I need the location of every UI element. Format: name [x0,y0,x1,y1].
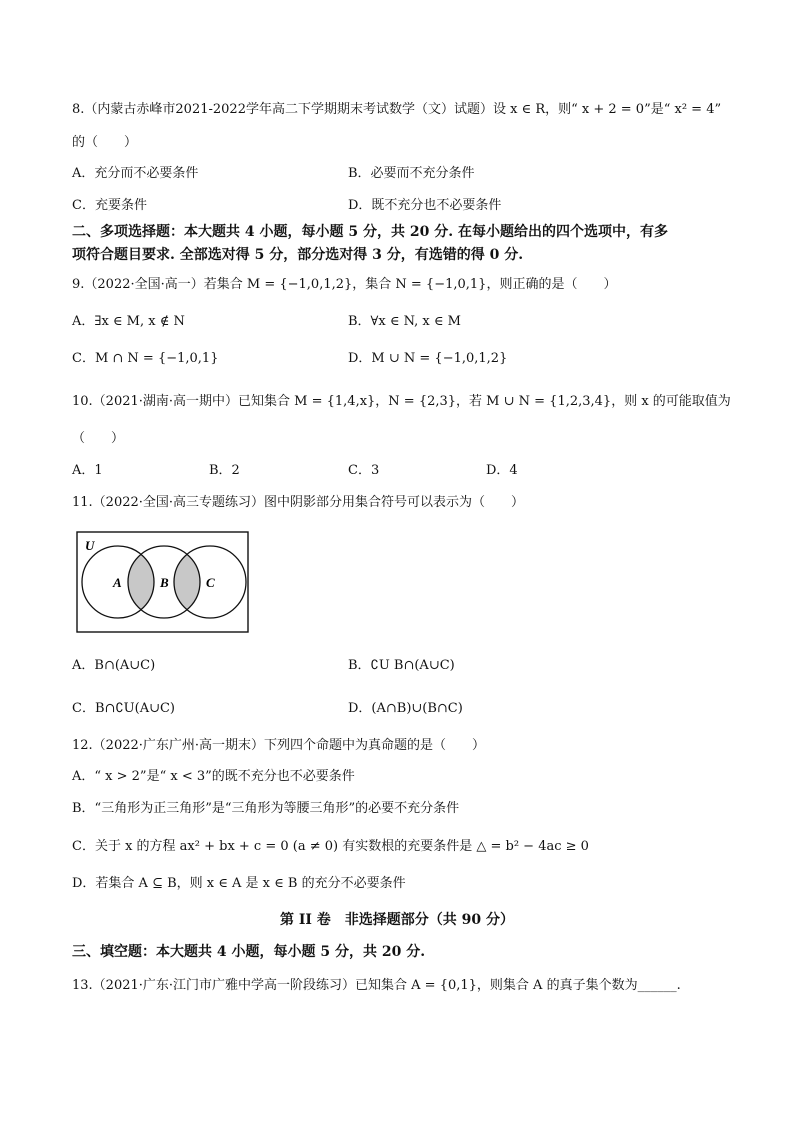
label-b: B [160,575,169,590]
q12-option-b: B．“三角形为正三角形”是“三角形为等腰三角形”的必要不充分条件 [72,801,460,816]
q9-stem: 9.（2022·全国·高一）若集合 M = {−1,0,1,2}，集合 N = {−1,0,1}，则正确的是（ ） [72,277,617,292]
section-2-line-2: 项符合题目要求. 全部选对得 5 分，部分选对得 3 分，有选错的得 0 分. [72,247,524,263]
venn-diagram [76,531,250,634]
q8-option-a: A．充分而不必要条件 [72,166,199,181]
section-3-header: 三、填空题：本大题共 4 小题，每小题 5 分，共 20 分. [72,944,426,960]
q10-stem: 10.（2021·湖南·高一期中）已知集合 M = {1,4,x}，N = {2,3}，若 M ∪ N = {1,2,3,4}，则 x 的可能取值为 [72,394,731,409]
q10-option-d: D．4 [486,463,518,478]
q12-option-c: C．关于 x 的方程 ax² + bx + c = 0 (a ≠ 0) 有实数根的充要条件是 △ = b² − 4ac ≥ 0 [72,839,589,854]
label-c: C [206,575,215,590]
section-2-line-1: 二、多项选择题：本大题共 4 小题，每小题 5 分，共 20 分. 在每小题给出的四个选项中，有多 [72,224,668,240]
q10-option-a: A．1 [72,463,103,478]
q9-option-b: B．∀x ∈ N, x ∈ M [348,314,461,329]
q12-option-d: D．若集合 A ⊆ B，则 x ∈ A 是 x ∈ B 的充分不必要条件 [72,876,406,891]
q10-option-c: C．3 [348,463,380,478]
q8-option-c: C．充要条件 [72,198,147,213]
q11-option-c: C．B∩∁U(A∪C) [72,701,175,716]
q8-stem-cont: 的（ ） [72,135,138,150]
q11-stem: 11.（2022·全国·高三专题练习）图中阴影部分用集合符号可以表示为（ ） [72,495,525,510]
q13-stem: 13.（2021·广东·江门市广雅中学高一阶段练习）已知集合 A = {0,1}，则集合 A 的真子集个数为______. [72,978,681,993]
label-u: U [85,538,95,553]
q9-option-a: A．∃x ∈ M, x ∉ N [72,314,185,329]
q8-option-d: D．既不充分也不必要条件 [348,198,502,213]
q8-option-b: B．必要而不充分条件 [348,166,475,181]
q11-option-a: A．B∩(A∪C) [72,658,156,673]
label-a: A [113,575,122,590]
q11-option-d: D．(A∩B)∪(B∩C) [348,701,463,716]
q10-option-b: B．2 [209,463,240,478]
q8-stem: 8.（内蒙古赤峰市2021-2022学年高二下学期期末考试数学（文）试题）设 x ∈ R，则“ x + 2 = 0”是“ x² = 4” [72,102,722,117]
q11-option-b: B．∁U B∩(A∪C) [348,658,455,673]
q9-option-c: C．M ∩ N = {−1,0,1} [72,351,219,366]
q12-stem: 12.（2022·广东广州·高一期末）下列四个命题中为真命题的是（ ） [72,738,486,753]
q9-option-d: D．M ∪ N = {−1,0,1,2} [348,351,508,366]
q10-stem-cont: （ ） [72,431,125,446]
part-2-title: 第 II 卷 非选择题部分（共 90 分） [279,912,515,928]
q12-option-a: A．“ x > 2”是“ x < 3”的既不充分也不必要条件 [72,769,355,784]
